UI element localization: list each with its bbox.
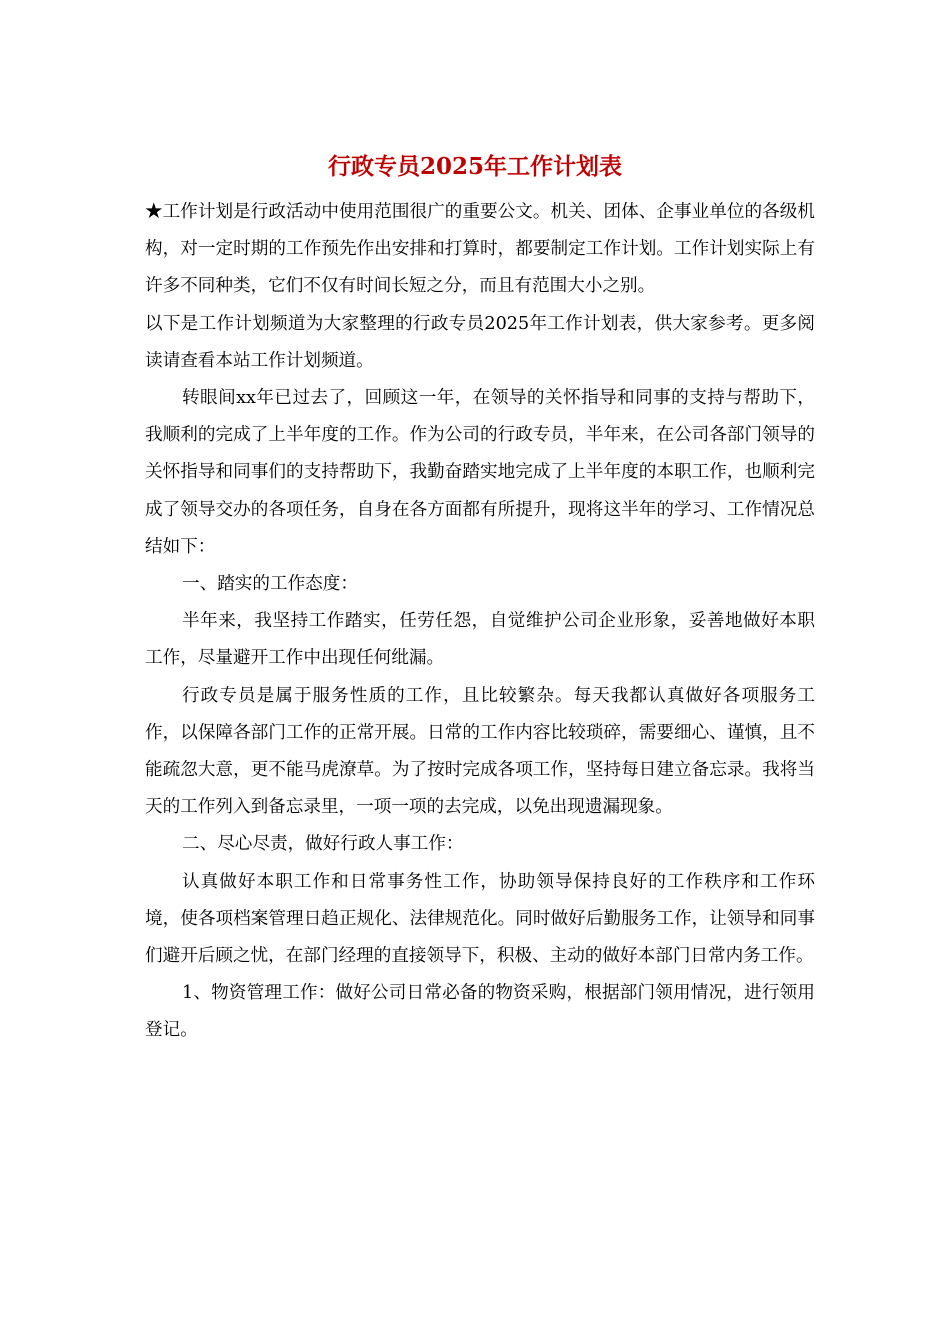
document-title: 行政专员2025年工作计划表 bbox=[327, 153, 622, 180]
paragraph-reference: 以下是工作计划频道为大家整理的行政专员2025年工作计划表，供大家参考。更多阅读请查看本站工作计划频道。 bbox=[145, 313, 815, 371]
paragraph-duties: 认真做好本职工作和日常事务性工作，协助领导保持良好的工作秩序和工作环境，使各项档案管理日趋正规化、法律规范化。同时做好后勤服务工作，让领导和同事们避开后顾之忧，在部门经理的直接领导下，积极、主动的做好本部门日常内务工作。 bbox=[145, 871, 815, 967]
paragraph-service: 行政专员是属于服务性质的工作，且比较繁杂。每天我都认真做好各项服务工作，以保障各部门工作的正常开展。日常的工作内容比较琐碎，需要细心、谨慎，且不能疏忽大意，更不能马虎潦草。为了按时完成各项工作，坚持每日建立备忘录。我将当天的工作列入到备忘录里，一项一项的去完成，以免出现遗漏现象。 bbox=[145, 685, 815, 818]
section-heading-2: 二、尽心尽责，做好行政人事工作： bbox=[182, 834, 464, 855]
paragraph-materials: 1、物资管理工作：做好公司日常必备的物资采购，根据部门领用情况，进行领用登记。 bbox=[145, 983, 815, 1041]
section-heading-1: 一、踏实的工作态度： bbox=[182, 574, 358, 595]
paragraph-summary: 转眼间xx年已过去了，回顾这一年，在领导的关怀指导和同事的支持与帮助下，我顺利的完成了上半年度的工作。作为公司的行政专员，半年来，在公司各部门领导的关怀指导和同事们的支持帮助下，我勤奋踏实地完成了上半年度的本职工作，也顺利完成了领导交办的各项任务，自身在各方面都有所提升，现将这半年的学习、工作情况总结如下： bbox=[145, 388, 815, 557]
paragraph-intro: ★工作计划是行政活动中使用范围很广的重要公文。机关、团体、企事业单位的各级机构，对一定时期的工作预先作出安排和打算时，都要制定工作计划。工作计划实际上有许多不同种类，它们不仅有时间长短之分，而且有范围大小之别。 bbox=[145, 202, 815, 297]
paragraph-attitude: 半年来，我坚持工作踏实，任劳任怨，自觉维护公司企业形象，妥善地做好本职工作，尽量避开工作中出现任何纰漏。 bbox=[145, 611, 815, 669]
document-body bbox=[145, 194, 815, 1050]
